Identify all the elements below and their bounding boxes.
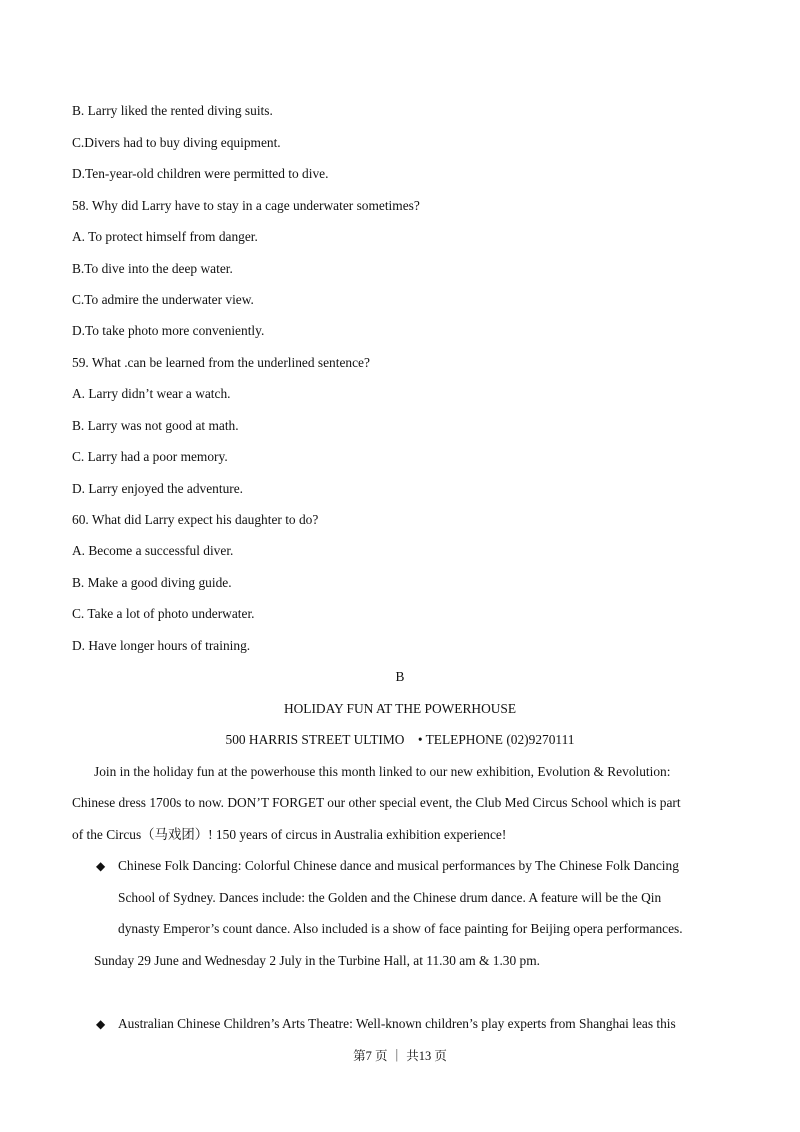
page-footer: 第7 页 ｜ 共13 页 <box>353 1049 447 1063</box>
q58-option-d: D.To take photo more conveniently. <box>72 323 265 338</box>
item2-line-1: Australian Chinese Children’s Arts Theatre: Well-known children’s play experts from Shanghai leas this <box>118 1016 676 1031</box>
q58-option-a: A. To protect himself from danger. <box>72 229 258 244</box>
q57-option-b: B. Larry liked the rented diving suits. <box>72 103 273 118</box>
q60-option-b: B. Make a good diving guide. <box>72 575 232 590</box>
q58-question: 58. Why did Larry have to stay in a cage underwater sometimes? <box>72 198 420 213</box>
q60-question: 60. What did Larry expect his daughter to do? <box>72 512 319 527</box>
q59-option-b: B. Larry was not good at math. <box>72 418 239 433</box>
intro-line-2: Chinese dress 1700s to now. DON’T FORGET our other special event, the Club Med Circus School which is part <box>72 795 681 810</box>
section-letter: B <box>395 669 405 684</box>
q57-option-c: C.Divers had to buy diving equipment. <box>72 135 281 150</box>
q60-option-a: A. Become a successful diver. <box>72 543 234 558</box>
q58-option-b: B.To dive into the deep water. <box>72 261 233 276</box>
section-title: HOLIDAY FUN AT THE POWERHOUSE <box>283 701 517 716</box>
q60-option-c: C. Take a lot of photo underwater. <box>72 606 255 621</box>
item1-line-3: dynasty Emperor’s count dance. Also included is a show of face painting for Beijing opera performances. <box>118 921 683 936</box>
diamond-bullet-icon: ◆ <box>96 1017 106 1031</box>
item1-line-1: Chinese Folk Dancing: Colorful Chinese dance and musical performances by The Chinese Folk Dancing <box>118 858 679 873</box>
intro-line-1: Join in the holiday fun at the powerhouse this month linked to our new exhibition, Evolution & Revolution: <box>94 764 671 779</box>
item1-schedule: Sunday 29 June and Wednesday 2 July in the Turbine Hall, at 11.30 am & 1.30 pm. <box>94 953 540 968</box>
intro-line-3: of the Circus（马戏团）! 150 years of circus in Australia exhibition experience! <box>72 827 507 842</box>
item1-line-2: School of Sydney. Dances include: the Golden and the Chinese drum dance. A feature will be the Qin <box>118 890 662 905</box>
q60-option-d: D. Have longer hours of training. <box>72 638 251 653</box>
q59-question: 59. What .can be learned from the underlined sentence? <box>72 355 370 370</box>
q57-option-d: D.Ten-year-old children were permitted to dive. <box>72 166 329 181</box>
q58-option-c: C.To admire the underwater view. <box>72 292 254 307</box>
q59-option-c: C. Larry had a poor memory. <box>72 449 228 464</box>
q59-option-d: D. Larry enjoyed the adventure. <box>72 481 244 496</box>
q59-option-a: A. Larry didn’t wear a watch. <box>72 386 231 401</box>
diamond-bullet-icon: ◆ <box>96 859 106 873</box>
section-address: 500 HARRIS STREET ULTIMO • TELEPHONE (02)9270111 <box>225 732 575 747</box>
